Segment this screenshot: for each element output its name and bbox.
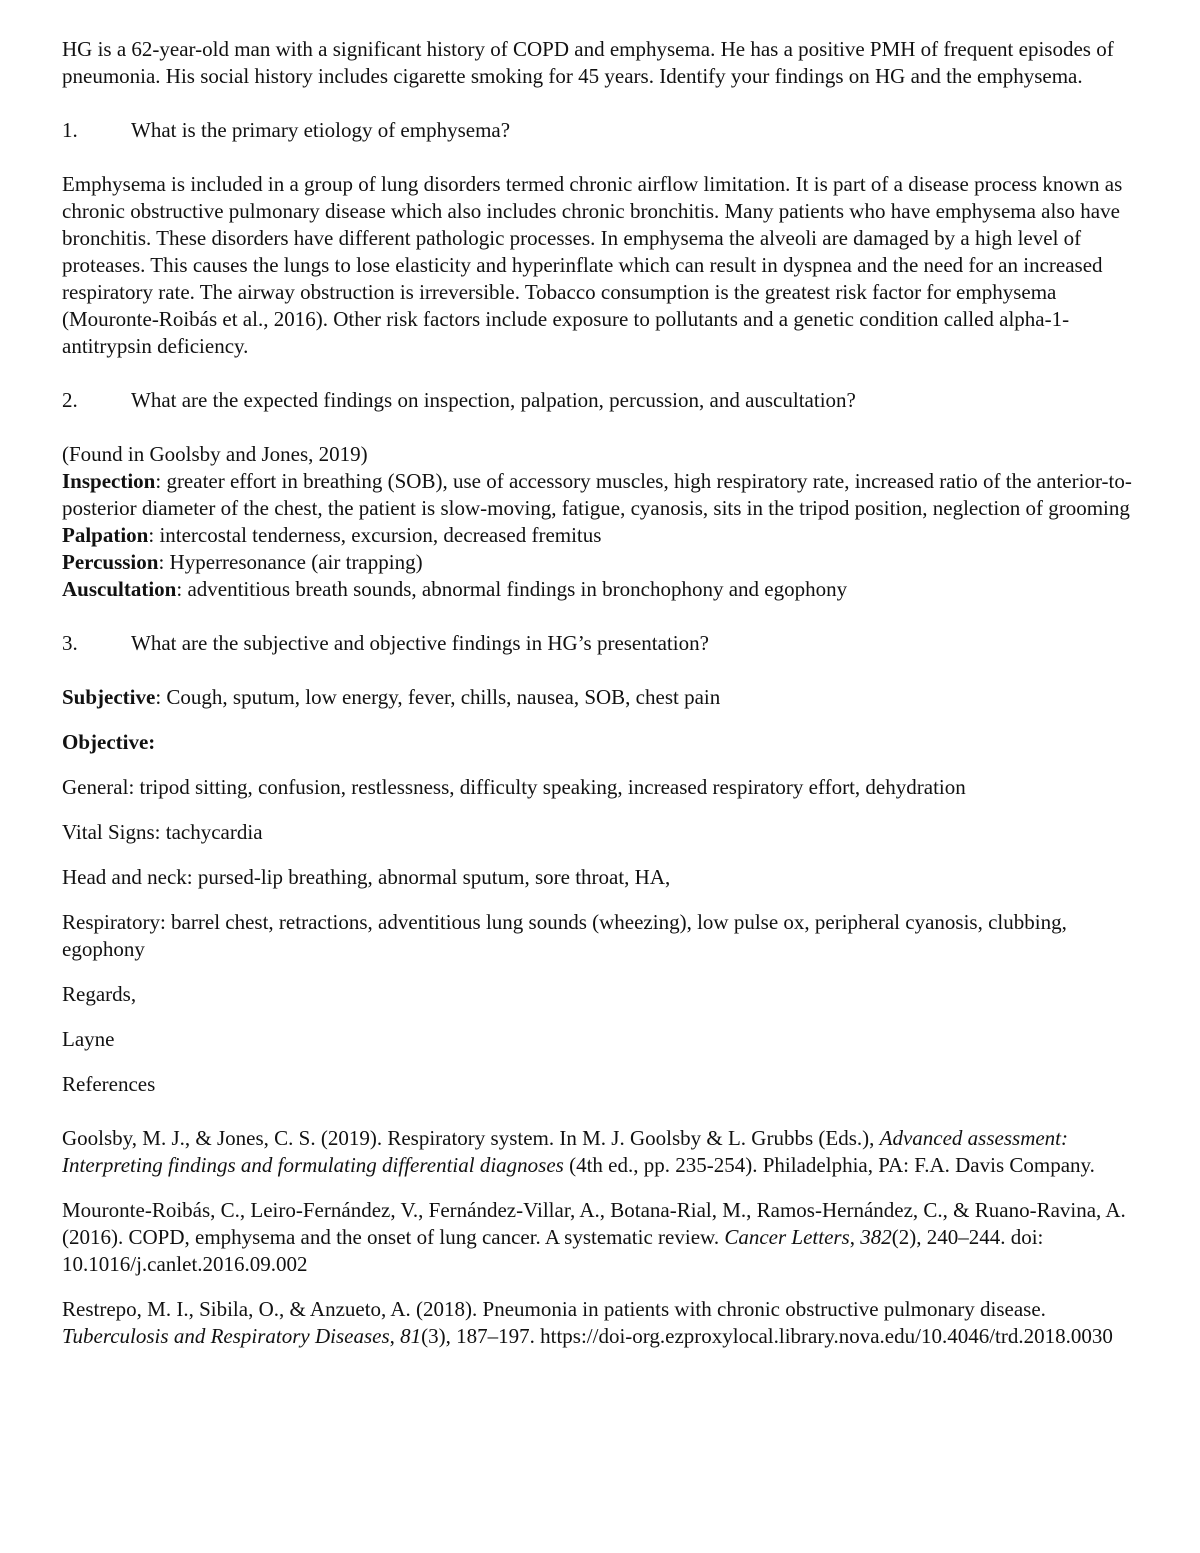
reference-entry: [62, 1296, 1142, 1350]
reference-text: Mouronte-Roibás, C., Leiro-Fernández, V., Fernández-Villar, A., Botana-Rial, M., Ramos-Hernández, C., & Ruano-Ravina, A. (2016). COPD, emphysema and the onset of lung cancer. A systematic review.: [62, 1198, 1126, 1249]
question-1: [62, 117, 1142, 144]
document-page: [62, 36, 1142, 1350]
closing: Regards,: [62, 982, 137, 1006]
reference-text: ,: [849, 1225, 861, 1249]
finding-text: : greater effort in breathing (SOB), use of accessory muscles, high respiratory rate, increased ratio of the anterior-to-posterior diameter of the chest, the patient is slow-moving, fatigue, cyanosis, sits in the tripod position, neglection of grooming: [62, 469, 1132, 520]
references-heading: References: [62, 1072, 156, 1096]
reference-text: ,: [389, 1324, 401, 1348]
reference-text: Restrepo, M. I., Sibila, O., & Anzueto, A. (2018). Pneumonia in patients with chronic obstructive pulmonary disease.: [62, 1297, 1046, 1321]
subjective-label: Subjective: [62, 685, 156, 709]
reference-title: Advanced assessment: Interpreting findings and formulating differential diagnoses: [62, 1126, 1069, 1177]
reference-text: (2), 240–244. doi: 10.1016/j.canlet.2016.09.002: [62, 1225, 1044, 1276]
finding-inspection: [62, 468, 1142, 522]
finding-text: : adventitious breath sounds, abnormal findings in bronchophony and egophony: [176, 577, 848, 601]
source-note: (Found in Goolsby and Jones, 2019): [62, 442, 368, 466]
finding-palpation: [62, 522, 1142, 549]
objective-heading: [62, 729, 1142, 756]
question-text: What are the expected findings on inspection, palpation, percussion, and auscultation?: [131, 388, 856, 412]
reference-text: (4th ed., pp. 235-254). Philadelphia, PA: F.A. Davis Company.: [563, 1153, 1095, 1177]
finding-text: : Hyperresonance (air trapping): [158, 550, 423, 574]
signature: Layne: [62, 1027, 115, 1051]
question-number: 3.: [62, 631, 78, 655]
answer-1-paragraph: Emphysema is included in a group of lung disorders termed chronic airflow limitation. It is part of a disease process known as chronic obstructive pulmonary disease which also includes chronic bronchitis. Many patients who have emphysema also have bronchitis. These disorders have different pathologic processes. In emphysema the alveoli are damaged by a high level of proteases. This causes the lungs to lose elasticity and hyperinflate which can result in dyspnea and the need for an increased respiratory rate. The airway obstruction is irreversible. Tobacco consumption is the greatest risk factor for emphysema (Mouronte-Roibás et al., 2016). Other risk factors include exposure to pollutants and a genetic condition called alpha-1-antitrypsin deficiency.: [62, 172, 1123, 358]
question-number: 2.: [62, 388, 78, 412]
intro-paragraph: HG is a 62-year-old man with a significant history of COPD and emphysema. He has a positive PMH of frequent episodes of pneumonia. His social history includes cigarette smoking for 45 years. Identify your findings on HG and the emphysema.: [62, 37, 1114, 88]
finding-label: Inspection: [62, 469, 156, 493]
question-2: [62, 387, 1142, 414]
finding-label: Percussion: [62, 550, 159, 574]
question-3: [62, 630, 1142, 657]
objective-head-neck: Head and neck: pursed-lip breathing, abnormal sputum, sore throat, HA,: [62, 865, 671, 889]
question-text: What are the subjective and objective findings in HG’s presentation?: [131, 631, 709, 655]
objective-label: Objective:: [62, 730, 156, 754]
objective-respiratory: Respiratory: barrel chest, retractions, adventitious lung sounds (wheezing), low pulse ox, peripheral cyanosis, clubbing, egophony: [62, 910, 1067, 961]
reference-volume: 81: [400, 1324, 422, 1348]
subjective-findings: [62, 684, 1142, 711]
finding-text: : intercostal tenderness, excursion, decreased fremitus: [148, 523, 602, 547]
objective-vital-signs: Vital Signs: tachycardia: [62, 820, 263, 844]
reference-journal: Cancer Letters: [724, 1225, 850, 1249]
objective-general: General: tripod sitting, confusion, restlessness, difficulty speaking, increased respiratory effort, dehydration: [62, 775, 966, 799]
reference-entry: [62, 1125, 1142, 1179]
question-text: What is the primary etiology of emphysema?: [131, 118, 511, 142]
reference-journal: Tuberculosis and Respiratory Diseases: [62, 1324, 390, 1348]
subjective-text: : Cough, sputum, low energy, fever, chills, nausea, SOB, chest pain: [155, 685, 721, 709]
finding-label: Palpation: [62, 523, 149, 547]
finding-percussion: [62, 549, 1142, 576]
reference-text: (3), 187–197. https://doi-org.ezproxylocal.library.nova.edu/10.4046/trd.2018.0030: [421, 1324, 1113, 1348]
question-number: 1.: [62, 118, 78, 142]
finding-auscultation: [62, 576, 1142, 603]
reference-text: Goolsby, M. J., & Jones, C. S. (2019). Respiratory system. In M. J. Goolsby & L. Grubbs (Eds.),: [62, 1126, 880, 1150]
reference-entry: [62, 1197, 1142, 1278]
reference-volume: 382: [860, 1225, 892, 1249]
finding-label: Auscultation: [62, 577, 177, 601]
